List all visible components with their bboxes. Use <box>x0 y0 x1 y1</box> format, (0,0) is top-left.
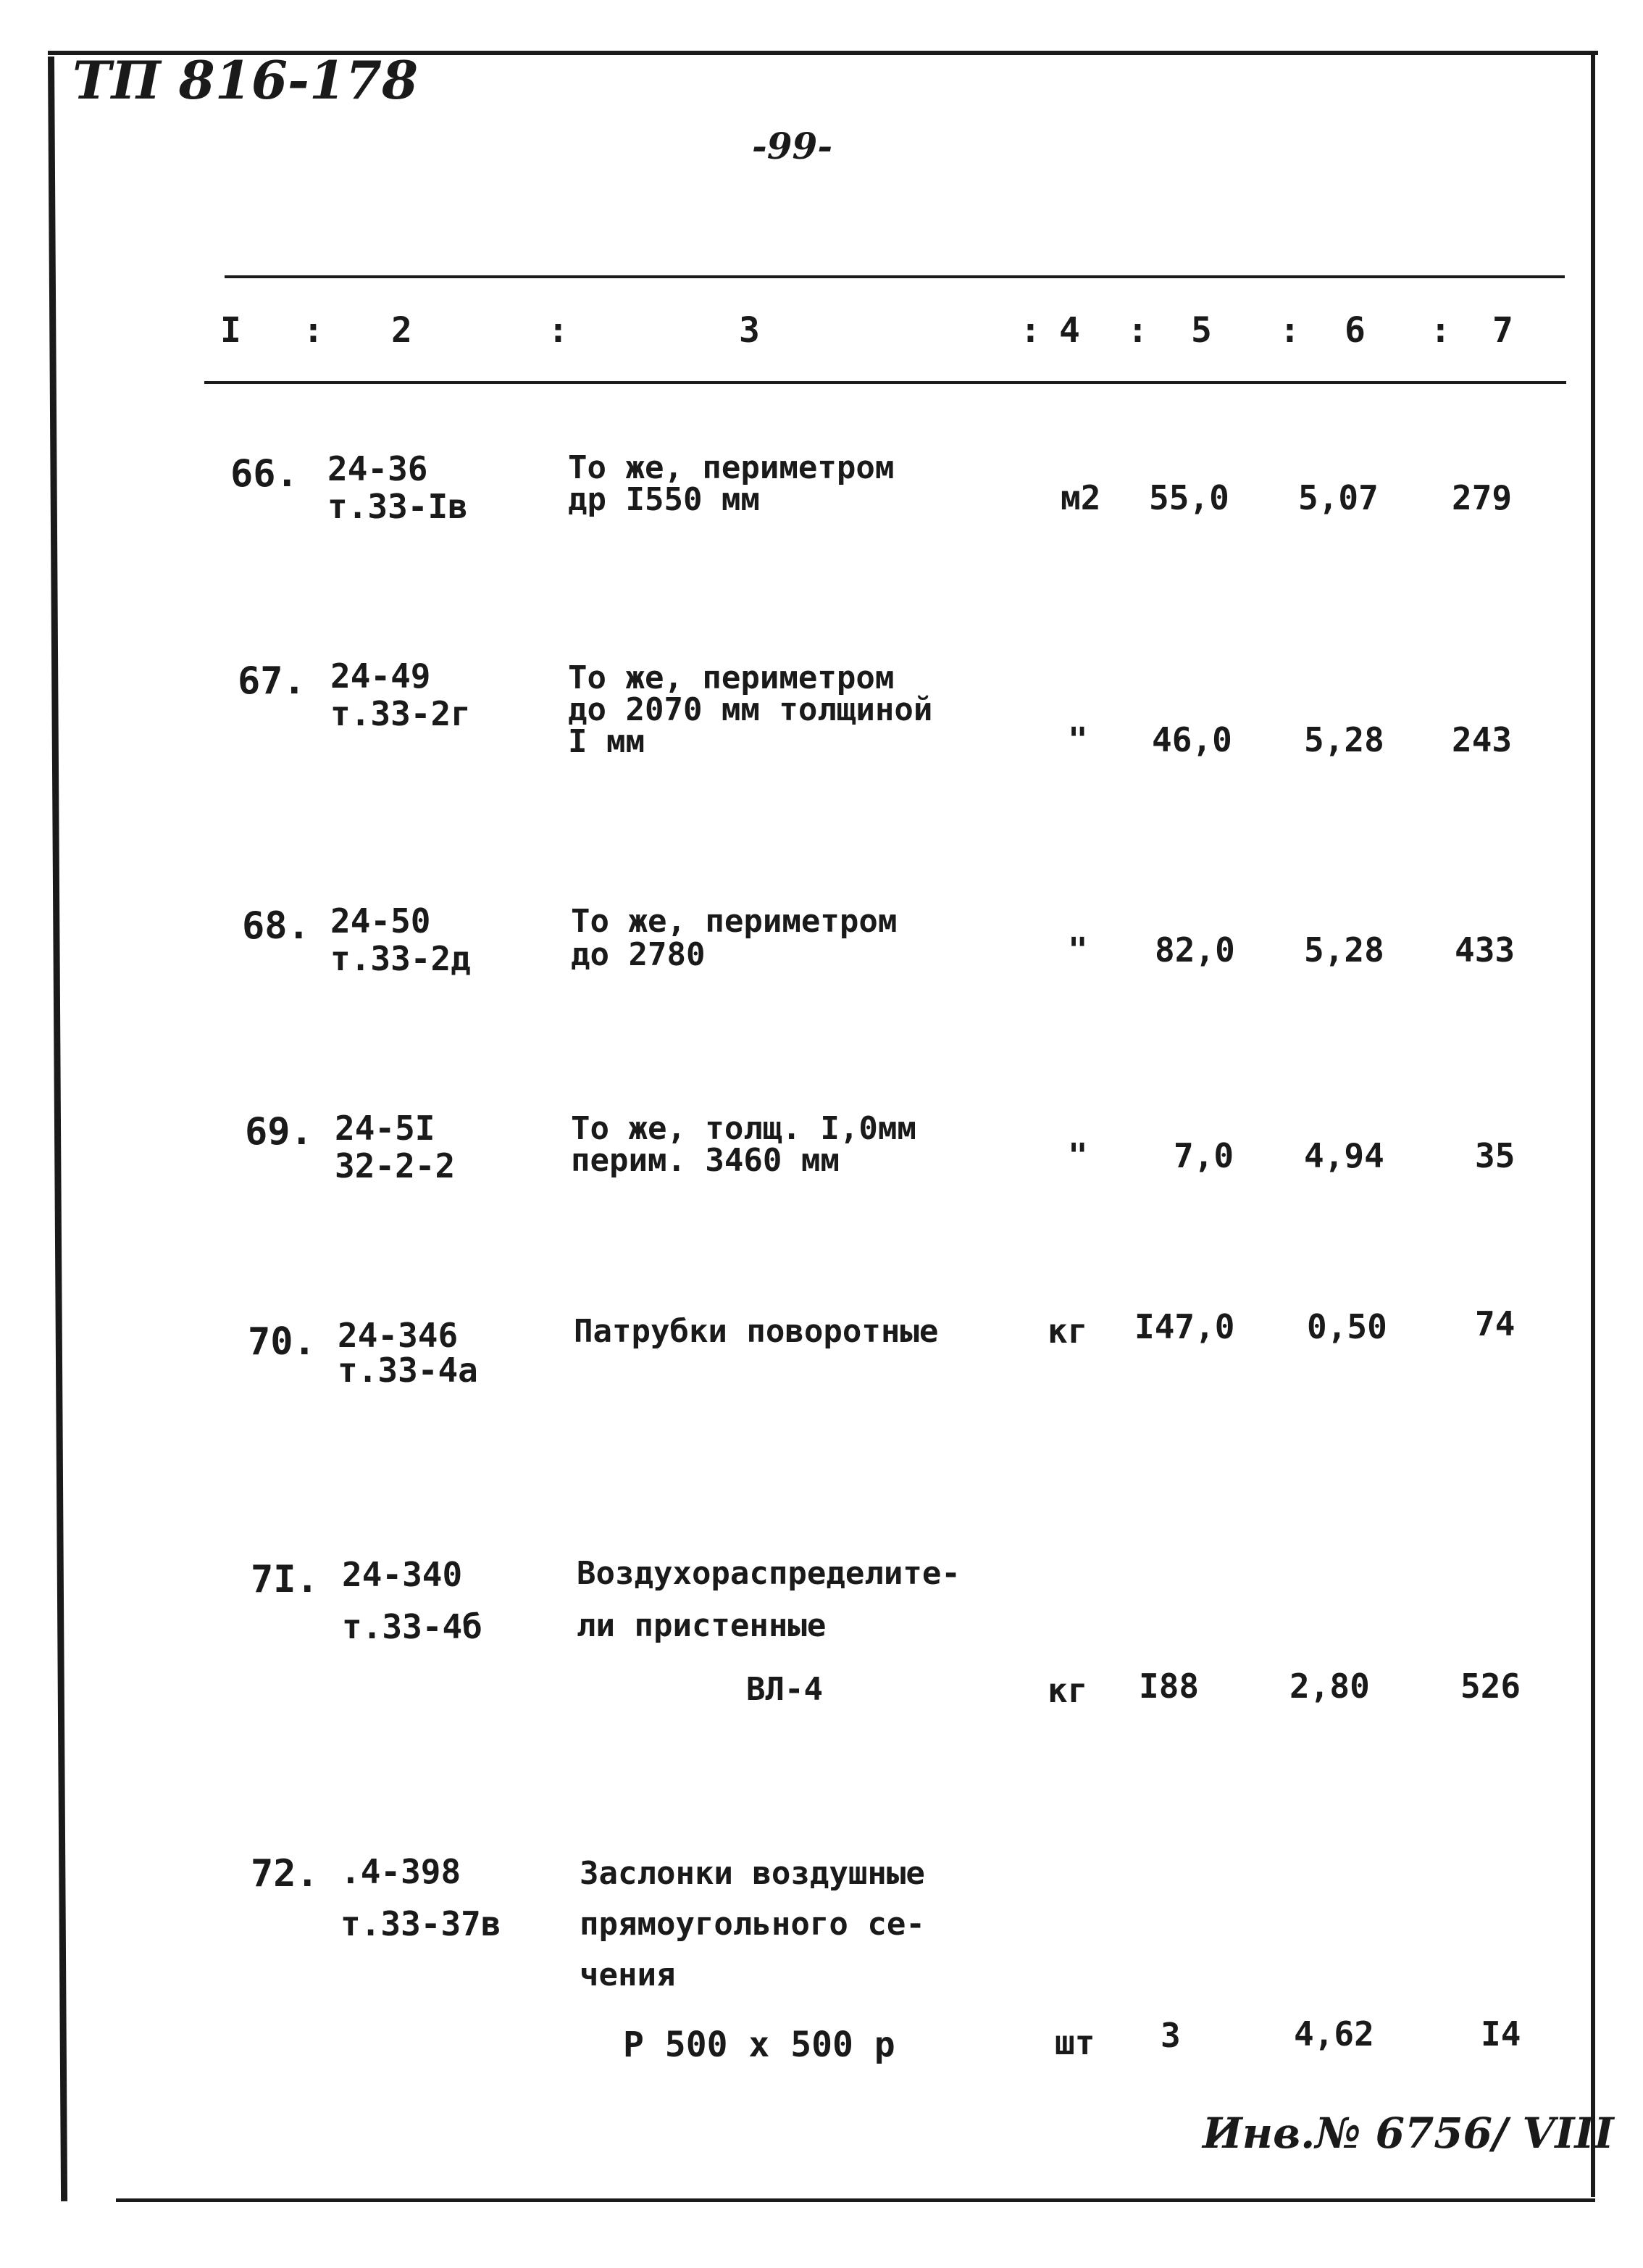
row-code: 24-5I <box>335 1109 435 1148</box>
row-number: 66. <box>230 452 298 496</box>
row-unit-price: 5,28 <box>1304 720 1384 759</box>
header-bottom-rule <box>204 381 1566 384</box>
row-description-line: др I550 мм <box>568 481 760 518</box>
row-quantity: 46,0 <box>1152 720 1232 759</box>
row-description-line: То же, периметром <box>571 903 898 940</box>
row-unit-price: 0,50 <box>1307 1307 1387 1346</box>
row-table-ref: т.33-2д <box>330 939 471 978</box>
row-code: .4-398 <box>340 1852 461 1891</box>
row-subitem: Р 500 х 500 р <box>623 2025 895 2065</box>
row-number: 69. <box>245 1110 313 1154</box>
row-total: 243 <box>1452 720 1513 759</box>
row-unit: " <box>1068 930 1088 970</box>
row-unit: " <box>1068 720 1088 759</box>
header-col-2: 2 <box>391 310 412 351</box>
row-unit-price: 2,80 <box>1289 1667 1370 1706</box>
header-sep-4: : <box>1127 310 1148 351</box>
row-unit: шт <box>1055 2023 1095 2062</box>
row-table-ref: т.33-37в <box>340 1904 501 1943</box>
row-description-line: прямоугольного се- <box>580 1906 925 1943</box>
header-col-3: 3 <box>739 310 760 351</box>
row-code: 24-346 <box>338 1316 459 1355</box>
row-code: 24-50 <box>330 901 431 941</box>
row-unit: м2 <box>1061 478 1101 517</box>
row-table-ref: т.33-2г <box>330 694 471 733</box>
frame-left-border <box>48 57 67 2201</box>
inventory-note: Инв.№ 6756/ VIII <box>1203 2109 1614 2158</box>
row-number: 72. <box>251 1852 319 1896</box>
row-description-line: То же, периметром <box>568 449 895 486</box>
row-code: 24-49 <box>330 656 431 696</box>
row-unit: кг <box>1048 1312 1088 1351</box>
row-quantity: 7,0 <box>1174 1136 1234 1175</box>
row-number: 70. <box>248 1320 316 1364</box>
header-top-rule <box>225 275 1565 278</box>
row-subitem: ВЛ-4 <box>746 1671 823 1708</box>
document-code: ТП 816-178 <box>72 49 419 111</box>
frame-bottom-border <box>116 2198 1595 2202</box>
header-col-7: 7 <box>1492 310 1513 351</box>
row-number: 67. <box>238 659 306 703</box>
row-total: 35 <box>1475 1136 1516 1175</box>
row-unit-price: 4,94 <box>1304 1136 1384 1175</box>
row-unit: кг <box>1048 1671 1088 1710</box>
row-description-line: чения <box>580 1956 676 1993</box>
row-description-line: То же, периметром <box>568 659 895 696</box>
row-total: I4 <box>1481 2014 1521 2054</box>
header-col-1: I <box>220 310 241 351</box>
row-number: 68. <box>242 904 310 948</box>
row-unit-price: 5,28 <box>1304 930 1384 970</box>
row-description-line: до 2780 <box>571 936 706 973</box>
row-description-line: до 2070 мм толщиной <box>568 691 933 728</box>
header-col-5: 5 <box>1191 310 1212 351</box>
row-description-line: Патрубки поворотные <box>574 1313 939 1350</box>
header-col-4: 4 <box>1059 310 1080 351</box>
header-col-6: 6 <box>1345 310 1366 351</box>
row-table-ref: 32-2-2 <box>335 1146 456 1185</box>
row-description-line: Заслонки воздушные <box>580 1855 925 1892</box>
row-code: 24-36 <box>327 449 428 488</box>
row-quantity: 55,0 <box>1149 478 1229 517</box>
header-sep-2: : <box>548 310 569 351</box>
row-table-ref: т.33-4б <box>342 1607 482 1646</box>
row-quantity: 82,0 <box>1155 930 1235 970</box>
header-sep-1: : <box>303 310 324 351</box>
row-table-ref: т.33-Iв <box>327 487 468 526</box>
row-total: 279 <box>1452 478 1513 517</box>
row-quantity: 3 <box>1161 2016 1181 2055</box>
row-unit: " <box>1068 1136 1088 1175</box>
row-description-line: перим. 3460 мм <box>571 1142 840 1179</box>
row-total: 526 <box>1460 1667 1521 1706</box>
row-description-line: То же, толщ. I,0мм <box>571 1110 916 1147</box>
row-number: 7I. <box>251 1558 319 1601</box>
row-code: 24-340 <box>342 1555 463 1594</box>
header-sep-5: : <box>1279 310 1300 351</box>
row-quantity: I47,0 <box>1134 1307 1235 1346</box>
row-unit-price: 5,07 <box>1298 478 1379 517</box>
page-number: -99- <box>752 125 833 167</box>
row-quantity: I88 <box>1139 1667 1200 1706</box>
row-unit-price: 4,62 <box>1294 2014 1374 2054</box>
row-total: 74 <box>1475 1304 1516 1343</box>
row-description-line: Воздухораспределите- <box>577 1555 961 1592</box>
header-sep-6: : <box>1430 310 1451 351</box>
row-description-line: ли пристенные <box>577 1607 827 1644</box>
row-table-ref: т.33-4а <box>338 1351 478 1390</box>
frame-right-border <box>1591 51 1595 2197</box>
row-description-line: I мм <box>568 723 645 760</box>
header-sep-3: : <box>1020 310 1041 351</box>
row-total: 433 <box>1455 930 1516 970</box>
